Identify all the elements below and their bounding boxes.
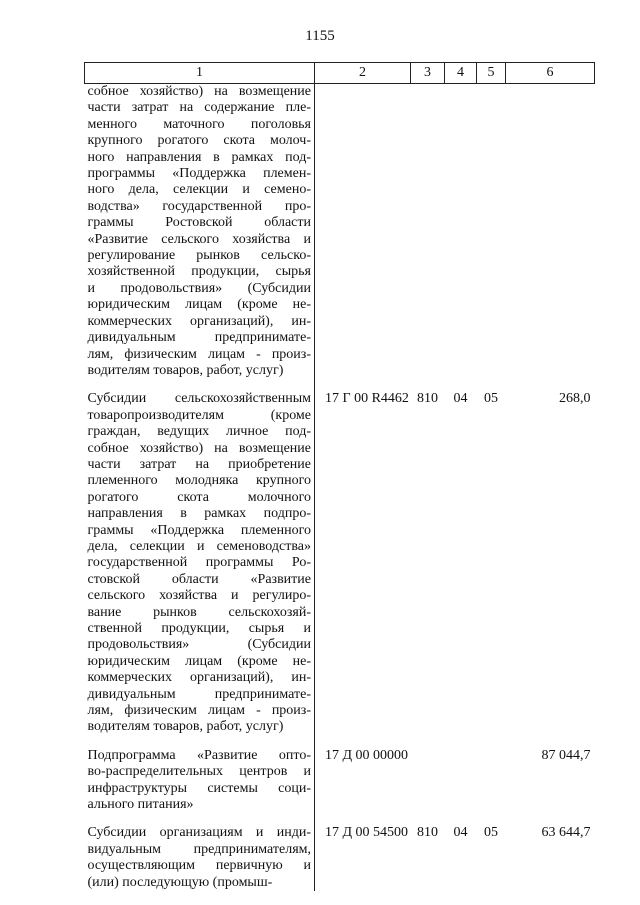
amount-cell: 268,0 — [559, 391, 591, 407]
spacer-cell — [506, 379, 595, 391]
spacer-cell — [315, 813, 411, 825]
subsection-cell: 05 — [484, 391, 498, 407]
spacer-cell — [411, 379, 445, 391]
spacer-cell — [445, 379, 477, 391]
subsection-cell — [477, 84, 506, 380]
spacer-cell — [445, 813, 477, 825]
column-header-5: 5 — [477, 63, 506, 84]
table-body — [85, 84, 595, 892]
row-name-cell — [85, 84, 315, 380]
row-name-line: Субсидии сельскохозяйственным — [87, 391, 311, 407]
expense-type-cell: 810 — [417, 391, 438, 407]
table-row — [85, 748, 595, 814]
row-name-line: «Развитие сельского хозяйства и — [87, 231, 311, 247]
column-header-3: 3 — [411, 63, 445, 84]
table-row — [85, 391, 595, 736]
section-cell: 04 — [453, 391, 468, 407]
table-row — [85, 84, 595, 380]
expense-type-cell: 810 — [417, 825, 438, 841]
row-name-cell — [85, 748, 315, 814]
row-name-line: ного направления в рамках под- — [87, 149, 311, 165]
amount-cell: 63 644,7 — [541, 825, 591, 841]
spacer-cell — [315, 736, 411, 748]
expense-type-cell — [411, 748, 445, 814]
row-name-cell — [85, 391, 315, 736]
row-name-line: и продовольствия» (Субсидии — [87, 280, 311, 296]
row-name-line: Подпрограмма «Развитие опто- — [87, 747, 311, 763]
row-name-line: дивидуальным предпринимате- — [87, 686, 311, 702]
spacer-cell — [315, 379, 411, 391]
column-header-1: 1 — [85, 63, 315, 84]
spacer-cell — [506, 736, 595, 748]
row-name-line: собное хозяйство) на возмещение — [87, 440, 311, 456]
row-name-line: осуществляющим первичную и — [87, 858, 311, 874]
column-header-4: 4 — [445, 63, 477, 84]
row-name-line: крупного рогатого скота молоч- — [87, 133, 311, 149]
row-name-line: вание рынков сельскохозяй- — [87, 604, 311, 620]
row-name-line: стовской области «Развитие — [87, 571, 311, 587]
amount-cell: 87 044,7 — [541, 747, 591, 763]
row-name-line: водства» государственной про- — [87, 198, 311, 214]
target-article-code-cell: 17 Д 00 54500 — [325, 825, 409, 841]
spacer-cell — [411, 736, 445, 748]
spacer-cell — [477, 736, 506, 748]
row-name-line: племенного молодняка крупного — [87, 473, 311, 489]
column-header-6: 6 — [506, 63, 595, 84]
row-name-line: части затрат на приобретение — [87, 456, 311, 472]
row-name-line: коммерческих организаций), ин- — [87, 670, 311, 686]
row-name-line: ного дела, селекции и семено- — [87, 182, 311, 198]
row-name-line: товаропроизводителям (кроме — [87, 407, 311, 423]
section-cell: 04 — [453, 825, 468, 841]
row-name-line: граждан, ведущих личное под- — [87, 424, 311, 440]
column-header-2: 2 — [315, 63, 411, 84]
spacer-cell — [506, 813, 595, 825]
target-article-code-cell: 17 Д 00 00000 — [325, 747, 409, 763]
row-name-line: ственной продукции, сырья и — [87, 621, 311, 636]
target-article-code-cell: 17 Г 00 R4462 — [325, 391, 409, 407]
row-name-line: Субсидии организациям и инди- — [87, 825, 311, 841]
budget-table — [84, 62, 595, 891]
page-number: 1155 — [305, 28, 335, 44]
row-name-line: государственной программы Ро- — [87, 555, 311, 571]
row-name-line: менного маточного поголовья — [87, 116, 311, 132]
row-name-line: водителям товаров, работ, услуг) — [87, 362, 284, 378]
row-name-line: ального питания» — [87, 797, 194, 813]
row-name-line: граммы Ростовской области — [87, 215, 311, 231]
row-name-line: хозяйственной продукции, сырья — [87, 264, 311, 280]
row-name-line: водителям товаров, работ, услуг) — [87, 719, 284, 735]
row-name-line: регулирование рынков сельско- — [87, 248, 311, 264]
row-name-line: собное хозяйство) на возмещение — [87, 84, 311, 99]
amount-cell — [506, 84, 595, 380]
row-name-line: дела, селекции и семеноводства» — [87, 538, 311, 554]
row-name-cell — [85, 825, 315, 891]
row-name-line: дивидуальным предпринимате- — [87, 330, 311, 346]
subsection-cell — [477, 748, 506, 814]
row-name-line: сельского хозяйства и регулиро- — [87, 588, 311, 604]
spacer-cell — [445, 736, 477, 748]
target-article-code-cell — [315, 84, 411, 380]
row-name-line: юридическим лицам (кроме не- — [87, 653, 311, 669]
row-name-line: видуальным предпринимателям, — [87, 841, 311, 857]
expense-type-cell — [411, 84, 445, 380]
spacer-cell — [85, 379, 315, 391]
row-name-line: направления в рамках подпро- — [87, 506, 311, 522]
spacer-cell — [477, 379, 506, 391]
row-name-line: части затрат на содержание пле- — [87, 100, 311, 116]
row-name-line: программы «Поддержка племен- — [87, 166, 311, 182]
spacer-cell — [411, 813, 445, 825]
row-name-line: юридическим лицам (кроме не- — [87, 297, 311, 313]
spacer-cell — [85, 813, 315, 825]
row-name-line: инфраструктуры системы соци- — [87, 780, 311, 796]
row-name-line: лям, физическим лицам - произ- — [87, 346, 311, 362]
spacer-cell — [85, 736, 315, 748]
section-cell — [445, 84, 477, 380]
subsection-cell: 05 — [484, 825, 498, 841]
row-spacer — [85, 379, 595, 391]
table-header — [85, 63, 595, 84]
row-name-line: (или) последующую (промыш- — [87, 874, 273, 890]
row-spacer — [85, 736, 595, 748]
table-row — [85, 825, 595, 891]
spacer-cell — [477, 813, 506, 825]
row-name-line: продовольствия» (Субсидии — [87, 637, 311, 653]
row-name-line: во-распределительных центров и — [87, 764, 311, 780]
row-name-line: лям, физическим лицам - произ- — [87, 703, 311, 719]
row-name-line: коммерческих организаций), ин- — [87, 313, 311, 329]
row-spacer — [85, 813, 595, 825]
row-name-line: граммы «Поддержка племенного — [87, 522, 311, 538]
section-cell — [445, 748, 477, 814]
row-name-line: рогатого скота молочного — [87, 489, 311, 505]
